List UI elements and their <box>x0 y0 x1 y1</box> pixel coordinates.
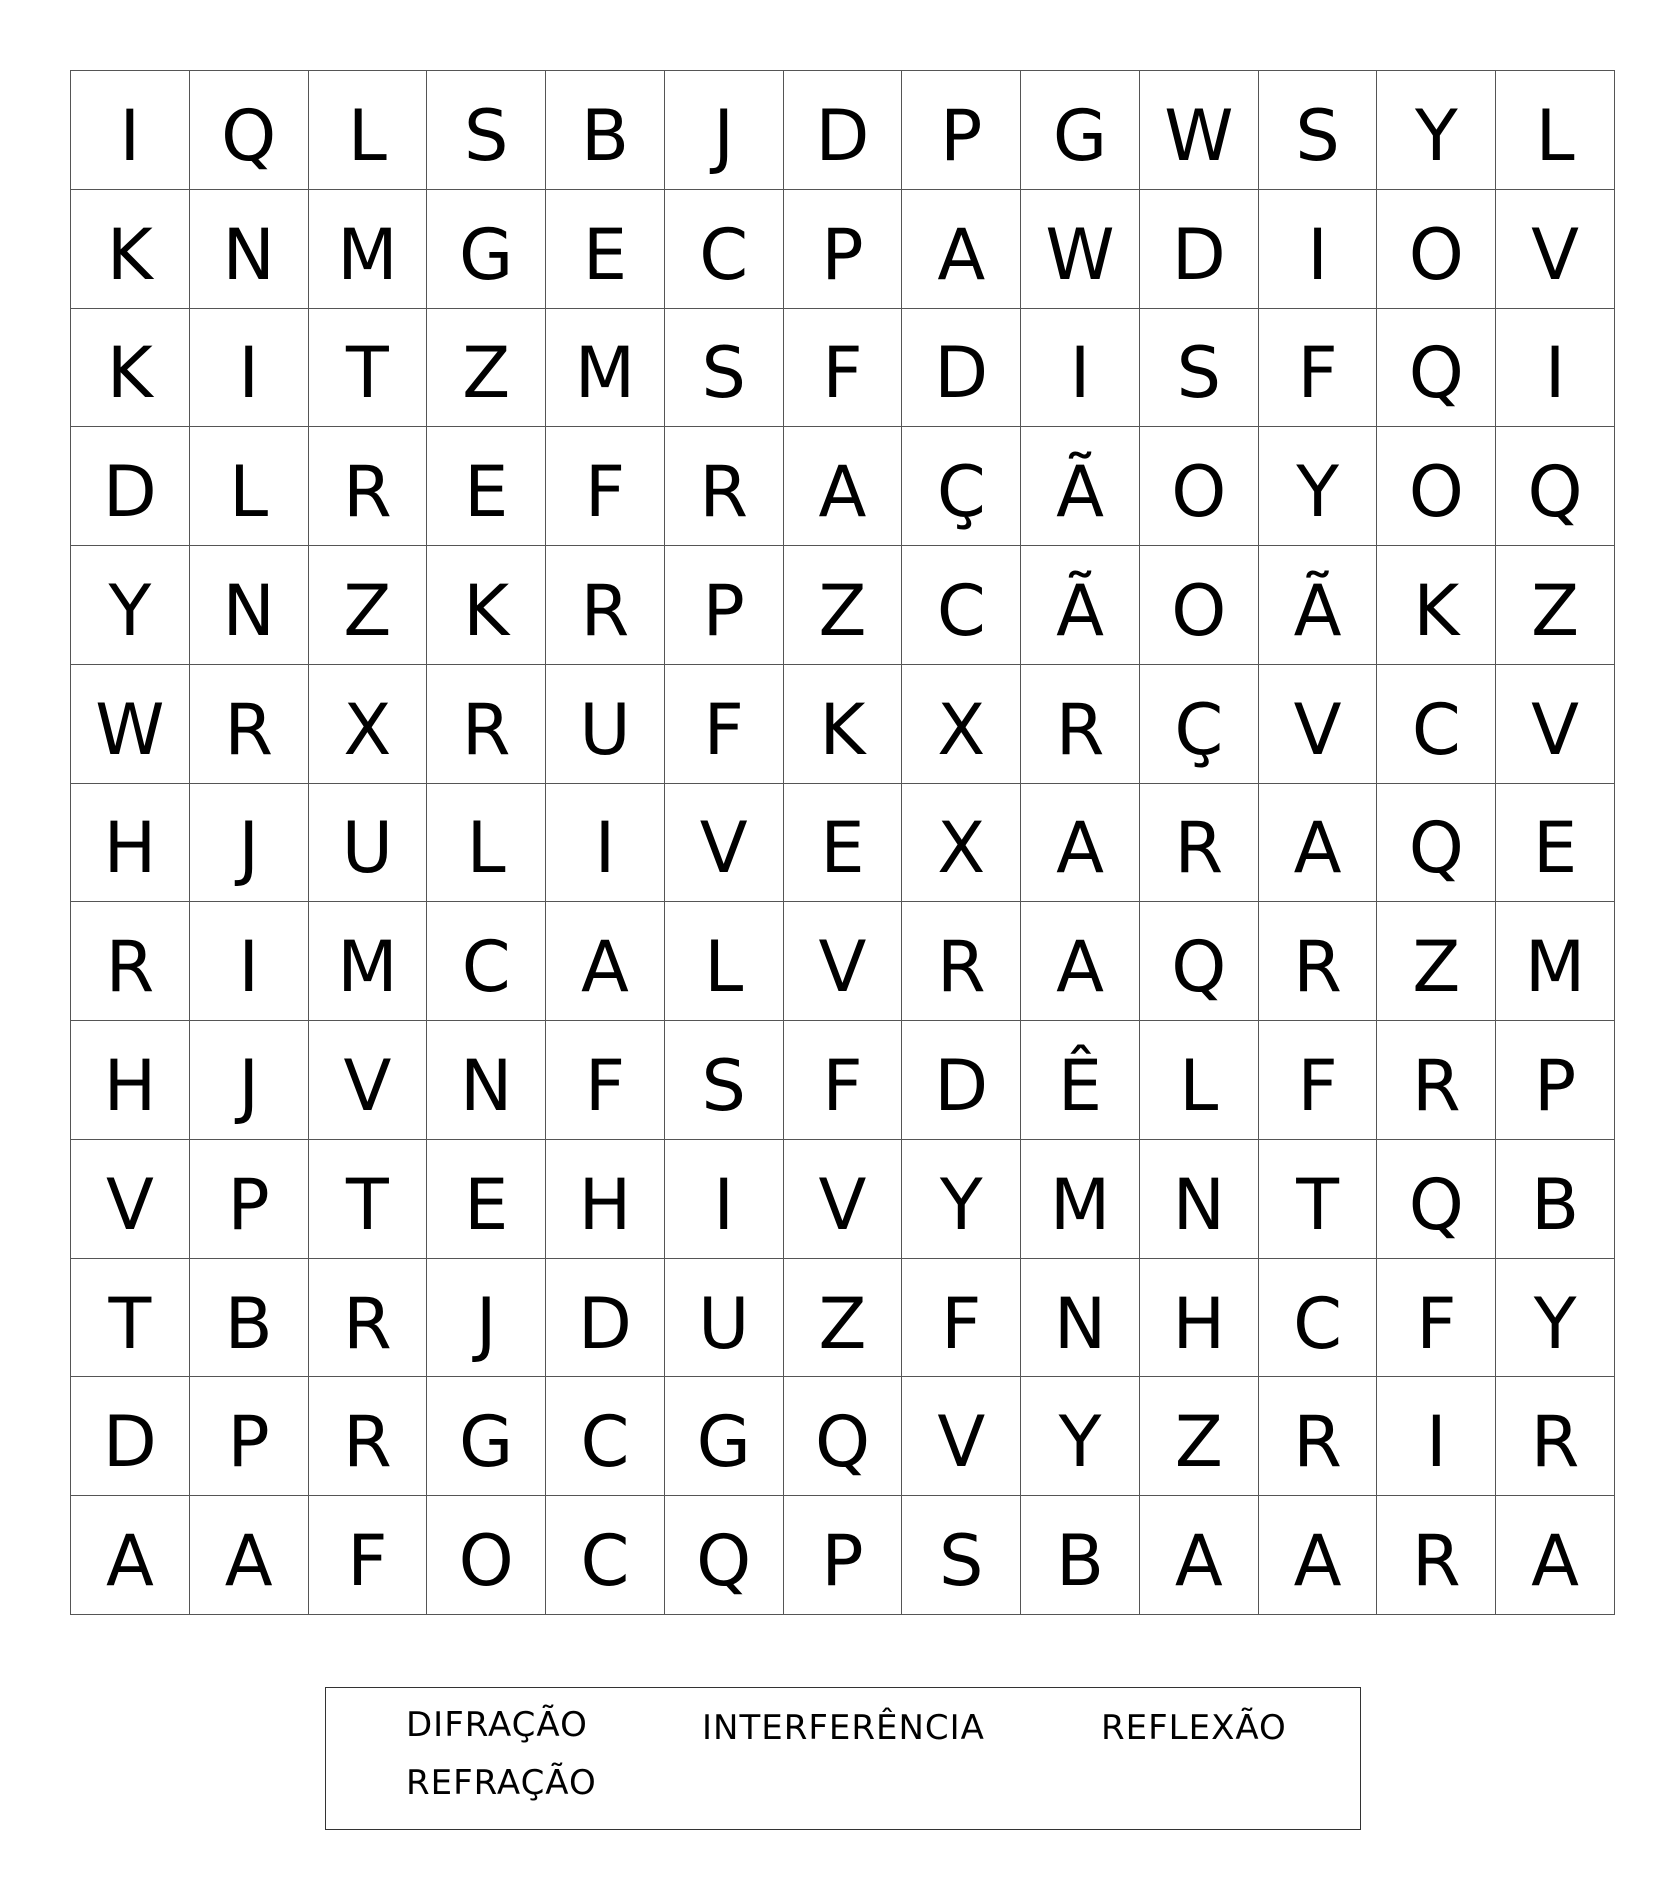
grid-cell: R <box>1377 1021 1496 1140</box>
grid-cell: W <box>71 665 190 784</box>
grid-cell: P <box>902 71 1021 190</box>
grid-cell: V <box>784 1140 903 1259</box>
grid-cell: I <box>71 71 190 190</box>
grid-cell: F <box>784 1021 903 1140</box>
grid-cell: M <box>1496 902 1615 1021</box>
grid-cell: N <box>190 190 309 309</box>
grid-cell: D <box>902 309 1021 428</box>
grid-cell: F <box>902 1259 1021 1378</box>
grid-cell: O <box>1377 190 1496 309</box>
grid-cell: O <box>1140 546 1259 665</box>
grid-cell: Q <box>784 1377 903 1496</box>
grid-cell: U <box>546 665 665 784</box>
word-list-item: REFRAÇÃO <box>406 1763 597 1803</box>
grid-cell: Ã <box>1021 546 1140 665</box>
grid-cell: P <box>1496 1021 1615 1140</box>
grid-cell: C <box>546 1496 665 1615</box>
grid-cell: F <box>1259 1021 1378 1140</box>
grid-cell: F <box>309 1496 428 1615</box>
grid-cell: M <box>309 902 428 1021</box>
grid-cell: V <box>309 1021 428 1140</box>
grid-cell: L <box>1140 1021 1259 1140</box>
grid-cell: Z <box>1140 1377 1259 1496</box>
grid-cell: T <box>309 309 428 428</box>
grid-cell: L <box>1496 71 1615 190</box>
grid-cell: L <box>427 784 546 903</box>
grid-cell: J <box>665 71 784 190</box>
word-list-item: REFLEXÃO <box>1101 1708 1287 1748</box>
grid-cell: Q <box>665 1496 784 1615</box>
grid-cell: S <box>902 1496 1021 1615</box>
grid-cell: A <box>1021 784 1140 903</box>
grid-cell: J <box>427 1259 546 1378</box>
grid-cell: Q <box>1496 427 1615 546</box>
grid-cell: Y <box>1259 427 1378 546</box>
grid-cell: R <box>1377 1496 1496 1615</box>
grid-cell: Z <box>427 309 546 428</box>
grid-cell: A <box>1259 1496 1378 1615</box>
grid-cell: Q <box>1377 309 1496 428</box>
grid-cell: Z <box>784 1259 903 1378</box>
grid-cell: P <box>190 1140 309 1259</box>
grid-cell: M <box>309 190 428 309</box>
word-list-item: INTERFERÊNCIA <box>702 1708 985 1748</box>
grid-cell: Y <box>71 546 190 665</box>
grid-cell: K <box>1377 546 1496 665</box>
grid-cell: I <box>1496 309 1615 428</box>
grid-cell: Y <box>902 1140 1021 1259</box>
grid-cell: V <box>665 784 784 903</box>
grid-cell: R <box>1140 784 1259 903</box>
grid-cell: B <box>190 1259 309 1378</box>
grid-cell: N <box>190 546 309 665</box>
grid-cell: D <box>71 1377 190 1496</box>
grid-cell: R <box>71 902 190 1021</box>
grid-cell: G <box>1021 71 1140 190</box>
grid-cell: Ã <box>1259 546 1378 665</box>
grid-cell: B <box>1021 1496 1140 1615</box>
grid-cell: Y <box>1377 71 1496 190</box>
grid-cell: F <box>546 427 665 546</box>
grid-cell: C <box>902 546 1021 665</box>
grid-cell: R <box>1259 1377 1378 1496</box>
grid-cell: T <box>1259 1140 1378 1259</box>
grid-cell: R <box>1021 665 1140 784</box>
grid-cell: I <box>665 1140 784 1259</box>
grid-cell: S <box>1259 71 1378 190</box>
grid-cell: R <box>1259 902 1378 1021</box>
grid-cell: D <box>902 1021 1021 1140</box>
grid-cell: R <box>309 1377 428 1496</box>
grid-cell: B <box>1496 1140 1615 1259</box>
grid-cell: R <box>546 546 665 665</box>
grid-cell: F <box>546 1021 665 1140</box>
grid-cell: Ç <box>902 427 1021 546</box>
grid-cell: A <box>1140 1496 1259 1615</box>
grid-cell: X <box>902 784 1021 903</box>
grid-cell: A <box>71 1496 190 1615</box>
grid-cell: L <box>190 427 309 546</box>
grid-cell: P <box>665 546 784 665</box>
grid-cell: R <box>427 665 546 784</box>
grid-cell: O <box>1140 427 1259 546</box>
grid-cell: Y <box>1021 1377 1140 1496</box>
grid-cell: A <box>1259 784 1378 903</box>
grid-cell: R <box>309 427 428 546</box>
grid-cell: H <box>546 1140 665 1259</box>
grid-cell: O <box>427 1496 546 1615</box>
grid-cell: T <box>309 1140 428 1259</box>
grid-cell: S <box>665 1021 784 1140</box>
grid-cell: Z <box>1496 546 1615 665</box>
grid-cell: U <box>309 784 428 903</box>
grid-cell: R <box>309 1259 428 1378</box>
grid-cell: D <box>784 71 903 190</box>
grid-cell: N <box>1140 1140 1259 1259</box>
grid-cell: C <box>1377 665 1496 784</box>
grid-cell: D <box>546 1259 665 1378</box>
grid-cell: E <box>1496 784 1615 903</box>
grid-cell: M <box>546 309 665 428</box>
grid-cell: Ç <box>1140 665 1259 784</box>
grid-cell: R <box>665 427 784 546</box>
grid-cell: Y <box>1496 1259 1615 1378</box>
grid-cell: C <box>546 1377 665 1496</box>
grid-cell: H <box>71 784 190 903</box>
grid-cell: S <box>665 309 784 428</box>
grid-cell: L <box>665 902 784 1021</box>
grid-cell: G <box>665 1377 784 1496</box>
grid-cell: X <box>902 665 1021 784</box>
word-list-box <box>325 1687 1361 1830</box>
grid-cell: Q <box>1377 1140 1496 1259</box>
grid-cell: P <box>784 1496 903 1615</box>
grid-cell: A <box>190 1496 309 1615</box>
grid-cell: N <box>1021 1259 1140 1378</box>
grid-cell: Q <box>190 71 309 190</box>
grid-cell: F <box>1259 309 1378 428</box>
grid-cell: I <box>1021 309 1140 428</box>
grid-cell: Ê <box>1021 1021 1140 1140</box>
grid-cell: Ã <box>1021 427 1140 546</box>
grid-cell: L <box>309 71 428 190</box>
grid-cell: X <box>309 665 428 784</box>
grid-cell: Q <box>1140 902 1259 1021</box>
grid-cell: W <box>1140 71 1259 190</box>
grid-cell: P <box>784 190 903 309</box>
grid-cell: I <box>546 784 665 903</box>
grid-cell: C <box>427 902 546 1021</box>
grid-cell: V <box>784 902 903 1021</box>
grid-cell: F <box>665 665 784 784</box>
grid-cell: Q <box>1377 784 1496 903</box>
grid-cell: F <box>1377 1259 1496 1378</box>
grid-cell: I <box>190 309 309 428</box>
grid-cell: Z <box>784 546 903 665</box>
grid-cell: D <box>1140 190 1259 309</box>
grid-cell: I <box>1259 190 1378 309</box>
grid-cell: V <box>1496 665 1615 784</box>
grid-cell: G <box>427 190 546 309</box>
grid-cell: K <box>71 309 190 428</box>
grid-cell: I <box>190 902 309 1021</box>
grid-cell: A <box>902 190 1021 309</box>
grid-cell: K <box>784 665 903 784</box>
grid-cell: H <box>71 1021 190 1140</box>
grid-cell: A <box>546 902 665 1021</box>
grid-cell: D <box>71 427 190 546</box>
grid-cell: C <box>665 190 784 309</box>
grid-cell: K <box>71 190 190 309</box>
grid-cell: K <box>427 546 546 665</box>
grid-cell: Z <box>1377 902 1496 1021</box>
grid-cell: A <box>784 427 903 546</box>
grid-cell: E <box>427 427 546 546</box>
grid-cell: T <box>71 1259 190 1378</box>
grid-cell: R <box>902 902 1021 1021</box>
grid-cell: M <box>1021 1140 1140 1259</box>
grid-cell: C <box>1259 1259 1378 1378</box>
grid-cell: V <box>71 1140 190 1259</box>
grid-cell: R <box>190 665 309 784</box>
grid-cell: N <box>427 1021 546 1140</box>
grid-cell: B <box>546 71 665 190</box>
word-search-grid <box>70 70 1615 1615</box>
grid-cell: G <box>427 1377 546 1496</box>
grid-cell: O <box>1377 427 1496 546</box>
grid-cell: J <box>190 784 309 903</box>
grid-cell: P <box>190 1377 309 1496</box>
grid-cell: E <box>546 190 665 309</box>
grid-cell: S <box>427 71 546 190</box>
grid-cell: R <box>1496 1377 1615 1496</box>
grid-cell: A <box>1496 1496 1615 1615</box>
grid-cell: A <box>1021 902 1140 1021</box>
grid-cell: V <box>1259 665 1378 784</box>
grid-cell: J <box>190 1021 309 1140</box>
grid-cell: S <box>1140 309 1259 428</box>
word-list-item: DIFRAÇÃO <box>406 1705 588 1745</box>
grid-cell: W <box>1021 190 1140 309</box>
grid-cell: U <box>665 1259 784 1378</box>
grid-cell: E <box>427 1140 546 1259</box>
grid-cell: H <box>1140 1259 1259 1378</box>
grid-cell: I <box>1377 1377 1496 1496</box>
grid-cell: Z <box>309 546 428 665</box>
grid-cell: F <box>784 309 903 428</box>
grid-cell: V <box>902 1377 1021 1496</box>
grid-cell: V <box>1496 190 1615 309</box>
grid-cell: E <box>784 784 903 903</box>
